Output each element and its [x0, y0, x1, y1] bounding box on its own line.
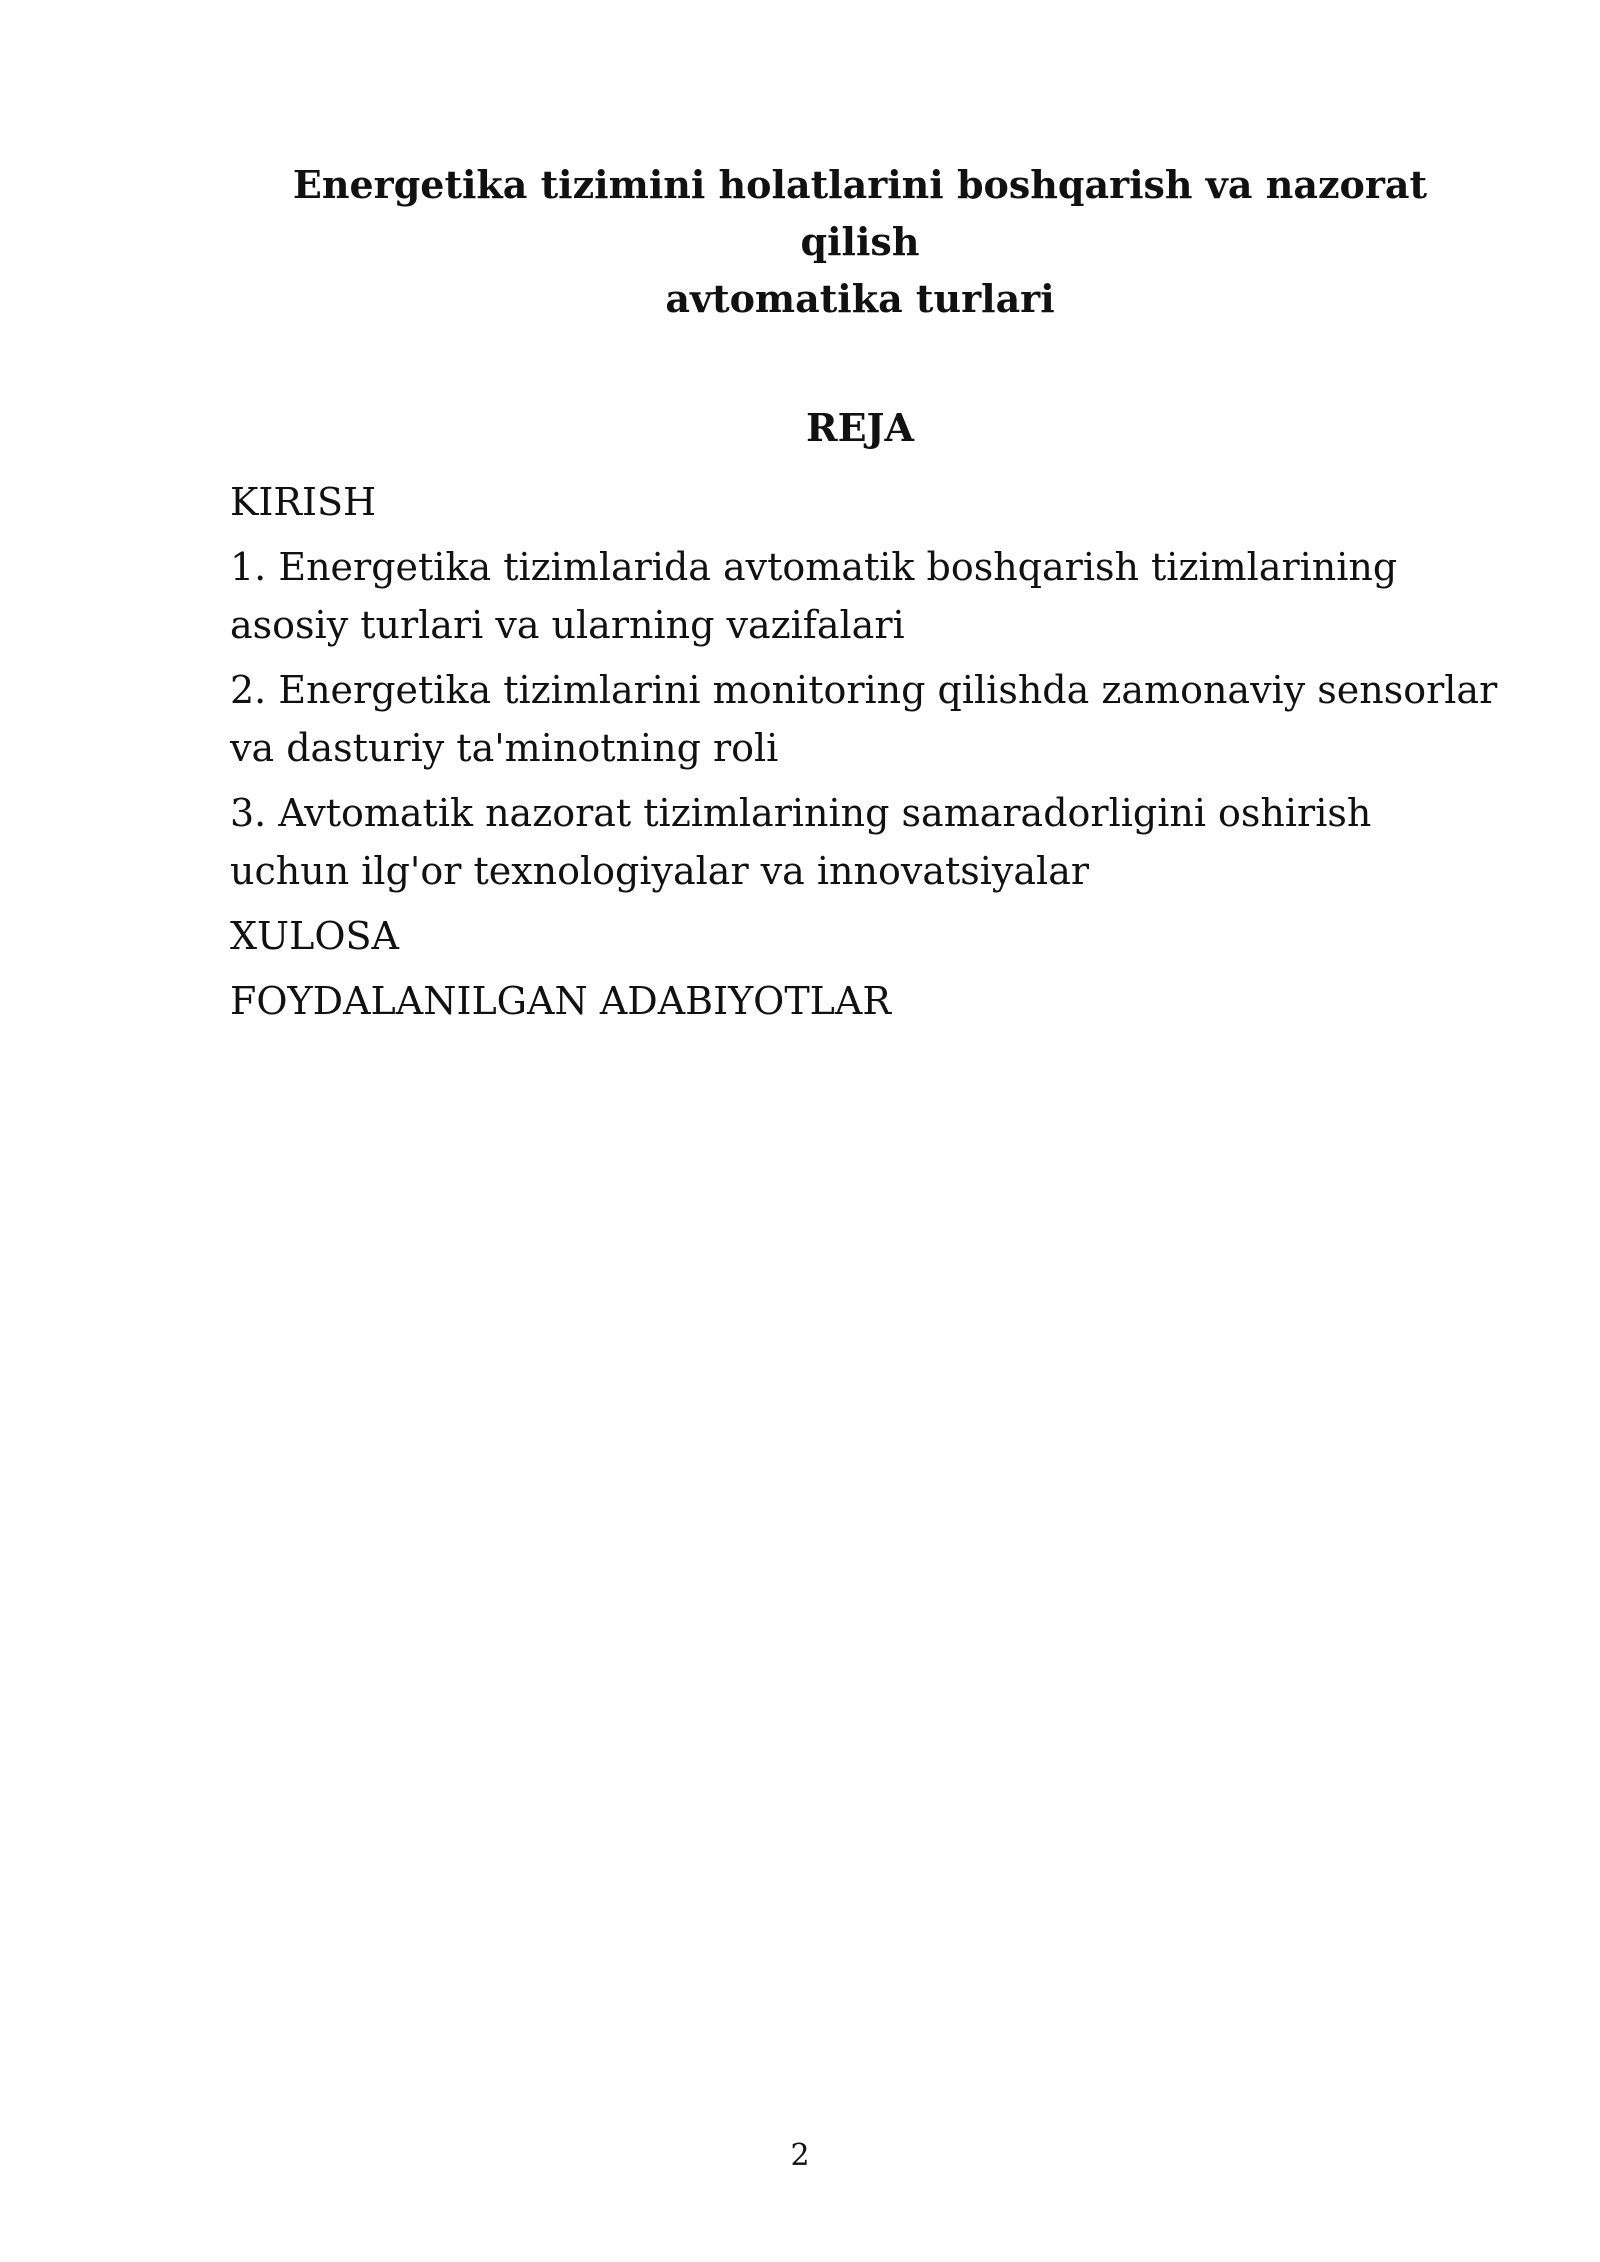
- plan-item-2: [230, 661, 1500, 777]
- page-number: 2: [790, 2138, 810, 2173]
- plan-item-line: 3. Avtomatik nazorat tizimlarining samaradorligini oshirish: [230, 791, 1372, 835]
- plan-item-line: 1. Energetika tizimlarida avtomatik boshqarish tizimlarining: [230, 545, 1398, 589]
- plan-item-line: 2. Energetika tizimlarini monitoring qilishda zamonaviy sensorlar: [230, 668, 1498, 712]
- document-title-line-2: avtomatika turlari: [665, 276, 1055, 321]
- plan-item-conclusion: [230, 907, 1500, 965]
- plan-item-line: KIRISH: [230, 480, 377, 524]
- plan-list: [230, 473, 1500, 1037]
- plan-item-introduction: [230, 473, 1500, 531]
- document-title-line-1: Energetika tizimini holatlarini boshqarish va nazorat qilish: [292, 162, 1428, 264]
- plan-item-line: va dasturiy ta'minotning roli: [230, 726, 779, 770]
- plan-item-1: [230, 538, 1500, 654]
- plan-item-3: [230, 784, 1500, 900]
- plan-item-line: FOYDALANILGAN ADABIYOTLAR: [230, 979, 891, 1023]
- plan-item-references: [230, 972, 1500, 1030]
- plan-item-line: XULOSA: [230, 914, 399, 958]
- plan-item-line: uchun ilg'or texnologiyalar va innovatsiyalar: [230, 849, 1090, 893]
- plan-heading: REJA: [805, 405, 914, 450]
- plan-item-line: asosiy turlari va ularning vazifalari: [230, 603, 905, 647]
- document-title: [230, 156, 1490, 327]
